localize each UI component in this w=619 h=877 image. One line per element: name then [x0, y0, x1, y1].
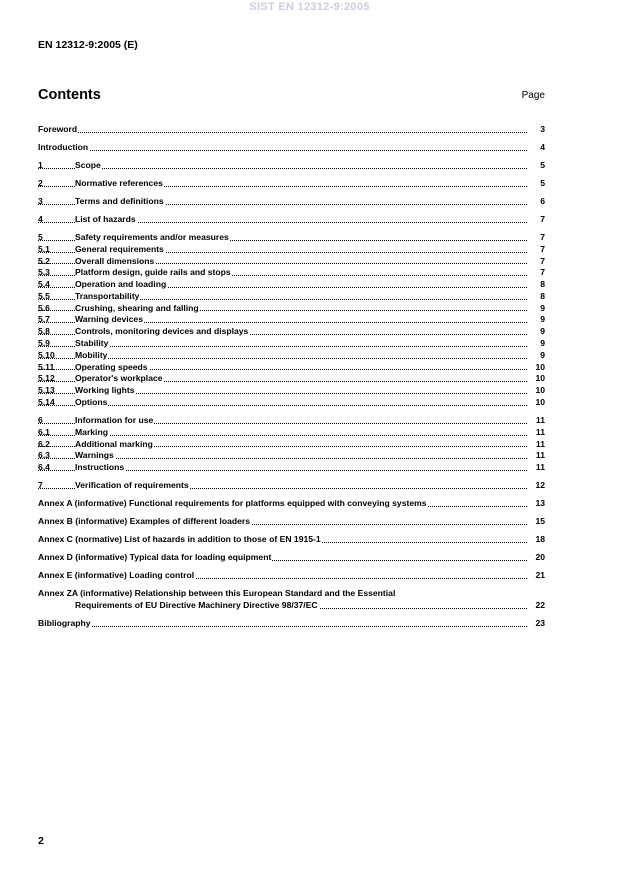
- toc-entry-label-wrap: [38, 534, 527, 546]
- toc-entry-label: Information for use: [75, 415, 154, 426]
- toc-entry[interactable]: [38, 291, 545, 303]
- toc-entry[interactable]: [38, 570, 545, 582]
- toc-entry-label: Operating speeds: [75, 361, 148, 372]
- toc-entry-page: 9: [540, 349, 545, 360]
- toc-entry-label: Terms and definitions: [75, 195, 164, 206]
- toc-entry-label-wrap: [75, 291, 527, 303]
- toc-entry-page: 10: [535, 397, 545, 408]
- toc-entry-label-wrap: [75, 385, 527, 397]
- toc-entry[interactable]: [38, 480, 545, 492]
- toc-entry-label: Annex ZA (informative) Relationship between this European Standard and the Essential: [38, 588, 396, 599]
- toc-entry-label-wrap: [75, 256, 527, 268]
- toc-entry-label-wrap: [75, 439, 527, 451]
- toc-entry[interactable]: [38, 588, 545, 612]
- toc-entry[interactable]: [38, 534, 545, 546]
- toc-entry-label: Normative references: [75, 177, 163, 188]
- toc-entry[interactable]: [38, 373, 545, 385]
- toc-entry-label: Safety requirements and/or measures: [75, 231, 229, 242]
- toc-entry-label: Marking: [75, 426, 108, 437]
- toc-entry-page: 6: [540, 195, 545, 206]
- toc-entry-page: 20: [535, 552, 545, 563]
- toc-entry-number: 6.2: [38, 438, 50, 449]
- toc-entry[interactable]: [38, 362, 545, 374]
- toc-entry-label-wrap: [75, 232, 527, 244]
- toc-entry[interactable]: [38, 178, 545, 190]
- toc-entry-label-wrap: [75, 244, 527, 256]
- toc-entry[interactable]: [38, 279, 545, 291]
- toc-entry-label: Overall dimensions: [75, 255, 155, 266]
- toc-entry-label: Working lights: [75, 385, 135, 396]
- toc-entry-page: 11: [535, 450, 545, 461]
- toc-entry-number: 5.8: [38, 326, 50, 337]
- table-of-contents: [38, 124, 545, 630]
- toc-entry-page: 9: [540, 302, 545, 313]
- toc-entry[interactable]: [38, 160, 545, 172]
- toc-entry-page: 5: [540, 177, 545, 188]
- toc-entry-label: Scope: [75, 159, 101, 170]
- toc-entry-label-wrap: [38, 124, 527, 136]
- toc-entry-page: 10: [535, 373, 545, 384]
- toc-entry-label-wrap: [75, 350, 527, 362]
- toc-entry-page: 11: [535, 462, 545, 473]
- toc-entry-label-wrap: [75, 303, 527, 315]
- toc-entry-number: 5.7: [38, 314, 50, 325]
- toc-entry-label: Annex D (informative) Typical data for loading equipment: [38, 552, 272, 563]
- toc-entry[interactable]: [38, 244, 545, 256]
- toc-entry-label: Additional marking: [75, 438, 153, 449]
- toc-entry-number: 6.1: [38, 426, 50, 437]
- toc-entry-label: Transportability: [75, 290, 140, 301]
- toc-entry[interactable]: [38, 385, 545, 397]
- toc-entry[interactable]: [38, 498, 545, 510]
- toc-entry-label: Options: [75, 397, 108, 408]
- toc-entry-label-wrap: [38, 142, 527, 154]
- toc-entry-label: Mobility: [75, 349, 108, 360]
- toc-entry[interactable]: [38, 516, 545, 528]
- toc-entry-page: 5: [540, 159, 545, 170]
- toc-entry-page: 15: [535, 516, 545, 527]
- toc-entry-page: 10: [535, 385, 545, 396]
- toc-entry-label-wrap: [75, 462, 527, 474]
- toc-entry-page: 11: [535, 426, 545, 437]
- toc-entry-label-wrap: [75, 427, 527, 439]
- toc-entry[interactable]: [38, 314, 545, 326]
- toc-entry-number: 6.3: [38, 450, 50, 461]
- toc-entry-label: Annex E (informative) Loading control: [38, 570, 195, 581]
- toc-entry[interactable]: [38, 124, 545, 136]
- toc-entry-label: Controls, monitoring devices and displays: [75, 326, 249, 337]
- toc-entry-page: 9: [540, 338, 545, 349]
- toc-entry-label: Warnings: [75, 450, 114, 461]
- toc-entry-label: Platform design, guide rails and stops: [75, 267, 231, 278]
- toc-entry-number: 5.3: [38, 267, 50, 278]
- toc-entry-label-wrap: [38, 570, 527, 582]
- toc-entry[interactable]: [38, 427, 545, 439]
- toc-entry-label-wrap: [75, 267, 527, 279]
- watermark: SIST EN 12312-9:2005: [249, 1, 370, 13]
- toc-entry-label: List of hazards: [75, 213, 136, 224]
- toc-entry-label: Crushing, shearing and falling: [75, 302, 199, 313]
- toc-entry-page: 7: [540, 213, 545, 224]
- toc-entry-number: 4: [38, 213, 43, 224]
- toc-entry-number: 1: [38, 159, 43, 170]
- toc-entry-label: Bibliography: [38, 617, 91, 628]
- toc-entry-page: 13: [535, 498, 545, 509]
- toc-entry-label: Annex B (informative) Examples of different loaders: [38, 516, 251, 527]
- toc-entry-page: 7: [540, 231, 545, 242]
- toc-entry-label-wrap: [75, 397, 527, 409]
- toc-entry[interactable]: [38, 142, 545, 154]
- toc-entry-page: 21: [535, 570, 545, 581]
- toc-entry-number: 6: [38, 415, 43, 426]
- toc-entry-number: 5.12: [38, 373, 55, 384]
- toc-entry-label-wrap: [75, 196, 527, 208]
- toc-entry-label-wrap: [75, 326, 527, 338]
- toc-entry-label-wrap: [75, 415, 527, 427]
- toc-entry[interactable]: [38, 232, 545, 244]
- toc-entry-page: 8: [540, 279, 545, 290]
- toc-entry-label-wrap: [38, 552, 527, 564]
- toc-entry-label-wrap: [75, 314, 527, 326]
- toc-entry-number: 5.11: [38, 361, 55, 372]
- toc-entry[interactable]: [38, 214, 545, 226]
- toc-entry-label-wrap: [38, 618, 527, 630]
- toc-entry[interactable]: [38, 326, 545, 338]
- toc-entry-number: 5.5: [38, 290, 50, 301]
- toc-entry-page: 18: [535, 534, 545, 545]
- toc-entry-label: Instructions: [75, 462, 125, 473]
- toc-entry-page: 12: [535, 480, 545, 491]
- toc-entry[interactable]: [38, 618, 545, 630]
- toc-entry-label-wrap: [75, 338, 527, 350]
- toc-entry[interactable]: [38, 303, 545, 315]
- toc-entry-page: 23: [535, 617, 545, 628]
- toc-entry-page: 7: [540, 243, 545, 254]
- toc-entry-page: 8: [540, 290, 545, 301]
- toc-entry-label: Operator's workplace: [75, 373, 163, 384]
- toc-entry-number: 5.1: [38, 243, 50, 254]
- toc-entry-label: Verification of requirements: [75, 480, 189, 491]
- toc-entry[interactable]: [38, 439, 545, 451]
- toc-entry-page: 4: [540, 141, 545, 152]
- toc-entry-label-wrap: [75, 279, 527, 291]
- toc-entry-label-wrap: [75, 480, 527, 492]
- toc-entry-label-wrap: [38, 516, 527, 528]
- toc-entry-number: 5: [38, 231, 43, 242]
- toc-entry-page: 10: [535, 361, 545, 372]
- toc-entry-page: 9: [540, 326, 545, 337]
- toc-entry-page: 9: [540, 314, 545, 325]
- toc-entry-page: 7: [540, 255, 545, 266]
- toc-entry-label-wrap: [75, 214, 527, 226]
- toc-entry-page: 11: [535, 438, 545, 449]
- toc-entry-number: 5.10: [38, 349, 55, 360]
- toc-entry-page: 22: [535, 599, 545, 610]
- toc-entry-label-wrap: [38, 588, 527, 612]
- toc-entry-number: 5.4: [38, 279, 50, 290]
- toc-entry[interactable]: [38, 462, 545, 474]
- toc-entry-number: 7: [38, 480, 43, 491]
- toc-entry-number: 3: [38, 195, 43, 206]
- toc-entry[interactable]: [38, 350, 545, 362]
- page-column-label: Page: [521, 90, 545, 101]
- toc-entry-label: Annex A (informative) Functional requirements for platforms equipped with conveying systems: [38, 498, 427, 509]
- toc-entry-page: 11: [535, 415, 545, 426]
- toc-entry-label-wrap: [75, 178, 527, 190]
- toc-entry-label-line2-text: Requirements of EU Directive Machinery Directive 98/37/EC: [75, 599, 318, 610]
- toc-entry-label: Introduction: [38, 141, 89, 152]
- toc-entry-label-wrap: [75, 362, 527, 374]
- toc-entry-label: General requirements: [75, 243, 164, 254]
- toc-entry-number: 5.6: [38, 302, 50, 313]
- toc-entry-label-wrap: [75, 450, 527, 462]
- document-id: EN 12312-9:2005 (E): [38, 39, 138, 51]
- toc-entry-page: 7: [540, 267, 545, 278]
- toc-entry-label-wrap: [75, 160, 527, 172]
- toc-entry-label-wrap: [38, 498, 527, 510]
- toc-entry-number: 6.4: [38, 462, 50, 473]
- page-number: 2: [38, 835, 44, 847]
- toc-entry[interactable]: [38, 415, 545, 427]
- toc-entry-label: Operation and loading: [75, 279, 167, 290]
- toc-entry-label-wrap: [75, 373, 527, 385]
- toc-entry-label-line2: [38, 600, 527, 612]
- toc-entry[interactable]: [38, 397, 545, 409]
- toc-entry-number: 5.2: [38, 255, 50, 266]
- toc-entry[interactable]: [38, 552, 545, 564]
- toc-entry-number: 5.13: [38, 385, 55, 396]
- toc-entry-label: Warning devices: [75, 314, 143, 325]
- toc-entry-label: Annex C (normative) List of hazards in addition to those of EN 1915-1: [38, 534, 321, 545]
- toc-entry-label: Stability: [75, 338, 109, 349]
- contents-title: Contents: [38, 87, 101, 103]
- toc-entry[interactable]: [38, 267, 545, 279]
- toc-entry[interactable]: [38, 196, 545, 208]
- toc-entry[interactable]: [38, 450, 545, 462]
- toc-entry[interactable]: [38, 256, 545, 268]
- toc-entry-number: 5.14: [38, 397, 55, 408]
- toc-entry[interactable]: [38, 338, 545, 350]
- toc-entry-page: 3: [540, 124, 545, 134]
- toc-entry-number: 2: [38, 177, 43, 188]
- toc-entry-label: Foreword: [38, 124, 78, 134]
- toc-entry-number: 5.9: [38, 338, 50, 349]
